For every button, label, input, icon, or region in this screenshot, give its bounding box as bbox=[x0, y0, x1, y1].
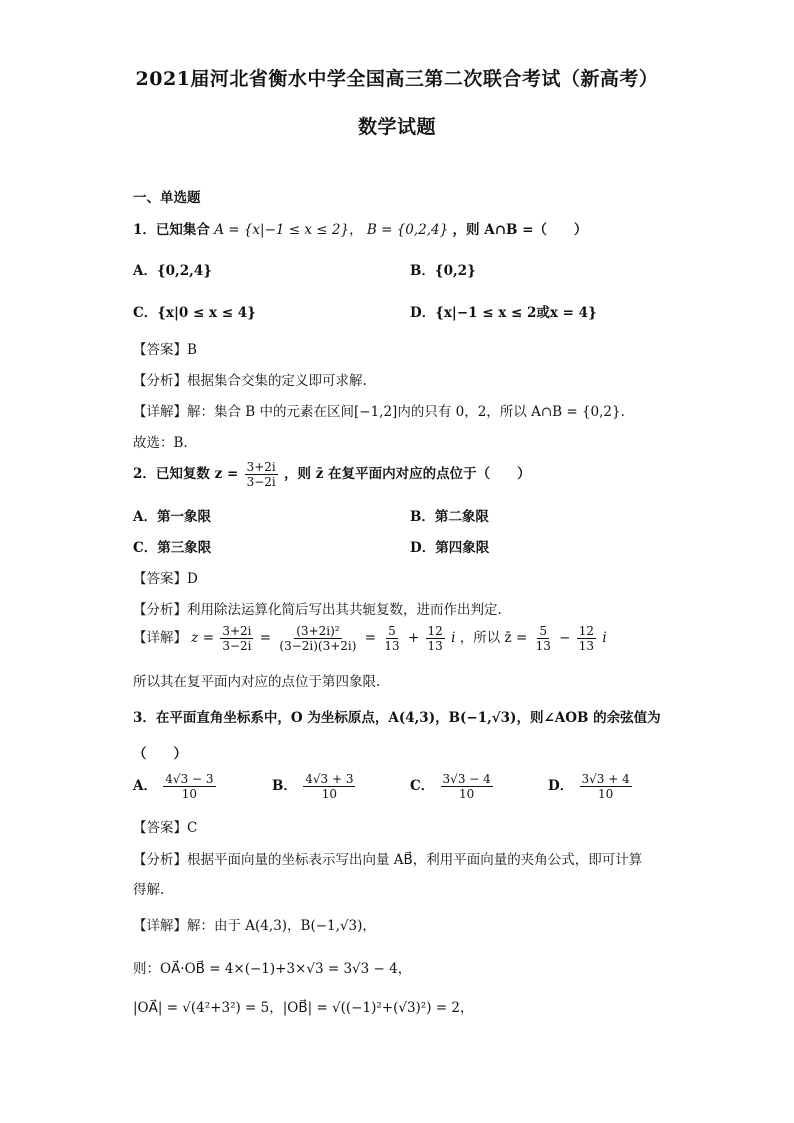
analysis-tag: 【分析】 bbox=[133, 852, 187, 868]
detail-tag: 【详解】 bbox=[133, 404, 187, 420]
analysis-tag: 【分析】 bbox=[133, 373, 187, 389]
plus-sign: + bbox=[407, 630, 420, 646]
frac-denominator: 10 bbox=[181, 787, 198, 801]
q2-fraction-numerator: 3+2i bbox=[246, 460, 276, 474]
q2-option-b: B．第二象限 bbox=[410, 509, 489, 525]
q3-option-d bbox=[548, 772, 634, 801]
q1-conclusion: 故选：B. bbox=[133, 435, 188, 451]
q2-so: ，所以 z̄ = bbox=[459, 630, 528, 646]
option-label: A． bbox=[133, 778, 157, 794]
answer-tag: 【答案】 bbox=[133, 571, 187, 587]
q1-set-b: B = {0,2,4} bbox=[366, 222, 449, 238]
q1-set-a: A = {x|−1 ≤ x ≤ 2} bbox=[214, 222, 350, 238]
imaginary-unit: i bbox=[602, 630, 607, 646]
q3-magnitudes: |OA⃗| = √(4²+3²) = 5，|OB⃗| = √((−1)²+(√3)²) = 2， bbox=[133, 1000, 474, 1016]
q1-option-a: A．{0,2,4} bbox=[133, 263, 212, 279]
q2-stem-post: ，则 z̄ 在复平面内对应的点位于（ ） bbox=[284, 466, 531, 482]
document-subtitle: 数学试题 bbox=[357, 116, 436, 138]
q2-option-a: A．第一象限 bbox=[133, 509, 211, 525]
frac-numerator: 5 bbox=[388, 624, 396, 638]
q3-analysis-cont: 得解. bbox=[133, 882, 165, 898]
option-label: D． bbox=[548, 778, 574, 794]
q2-stem bbox=[133, 460, 531, 489]
q3-answer-value: C bbox=[187, 820, 198, 836]
q2-stem-pre: 2．已知复数 z = bbox=[133, 466, 239, 482]
q1-option-c: C．{x|0 ≤ x ≤ 4} bbox=[133, 305, 256, 321]
frac-numerator: 5 bbox=[539, 624, 548, 638]
frac-denominator: 13 bbox=[535, 639, 551, 653]
q3-option-c bbox=[410, 772, 495, 801]
frac-numerator: 4√3 − 3 bbox=[165, 772, 214, 786]
q2-fraction bbox=[245, 460, 278, 489]
equals-sign: = bbox=[364, 630, 377, 646]
q1-answer-value: B bbox=[187, 342, 197, 358]
q3-option-d-frac bbox=[580, 772, 632, 801]
q2-answer bbox=[133, 567, 198, 587]
q3-option-a bbox=[133, 772, 218, 801]
answer-tag: 【答案】 bbox=[133, 820, 187, 836]
equals-sign: = bbox=[259, 630, 272, 646]
q3-paren: （ ） bbox=[133, 746, 187, 762]
q1-option-b: B．{0,2} bbox=[410, 263, 476, 279]
q1-ask: ，则 A∩B =（ ） bbox=[452, 222, 588, 238]
q1-stem: 1．已知集合 A = {x|−1 ≤ x ≤ 2}， B = {0,2,4} ，则 A∩B =（ ） bbox=[133, 222, 588, 238]
q3-answer bbox=[133, 816, 197, 836]
q3-stem: 3．在平面直角坐标系中，O 为坐标原点，A(4,3)，B(−1,√3)，则∠AOB 的余弦值为 bbox=[133, 710, 661, 726]
frac-numerator: 12 bbox=[578, 624, 595, 638]
frac-numerator: 3√3 + 4 bbox=[581, 772, 630, 786]
q2-detail bbox=[133, 624, 607, 653]
q3-dot-product: 则：OA⃗·OB⃗ = 4×(−1)+3×√3 = 3√3 − 4， bbox=[133, 961, 412, 977]
option-label: C． bbox=[410, 778, 435, 794]
q2-detail-frac-2 bbox=[277, 624, 358, 653]
q3-option-b bbox=[272, 772, 357, 801]
q2-analysis bbox=[133, 598, 502, 618]
q2-fraction-denominator: 3−2i bbox=[246, 475, 276, 489]
q3-detail-text: 解：由于 A(4,3)，B(−1,√3)， bbox=[187, 918, 376, 934]
answer-tag: 【答案】 bbox=[133, 342, 187, 358]
q3-detail bbox=[133, 914, 376, 934]
document-title: 2021届河北省衡水中学全国高三第二次联合考试（新高考） bbox=[135, 68, 659, 90]
option-label: B． bbox=[272, 778, 297, 794]
q2-detail-frac-6 bbox=[577, 624, 596, 653]
q1-analysis-text: 根据集合交集的定义即可求解. bbox=[187, 373, 367, 389]
detail-tag: 【详解】 bbox=[133, 630, 187, 646]
section-heading: 一、单选题 bbox=[133, 190, 201, 206]
q3-analysis-text: 根据平面向量的坐标表示写出向量 AB⃗，利用平面向量的夹角公式，即可计算 bbox=[187, 852, 643, 868]
q2-z: z = bbox=[191, 630, 215, 646]
frac-numerator: 12 bbox=[427, 624, 443, 638]
q2-conclusion: 所以其在复平面内对应的点位于第四象限. bbox=[133, 674, 381, 690]
frac-numerator: 3+2i bbox=[222, 624, 252, 638]
frac-denominator: 13 bbox=[578, 639, 595, 653]
q2-detail-frac-5 bbox=[534, 624, 553, 653]
frac-denominator: (3−2i)(3+2i) bbox=[279, 639, 357, 653]
frac-denominator: 13 bbox=[427, 639, 443, 653]
q1-answer bbox=[133, 338, 197, 358]
detail-tag: 【详解】 bbox=[133, 918, 187, 934]
frac-denominator: 3−2i bbox=[222, 639, 252, 653]
q2-detail-frac-1 bbox=[220, 624, 253, 653]
q2-detail-frac-3 bbox=[382, 624, 401, 653]
frac-denominator: 13 bbox=[384, 639, 400, 653]
q3-option-c-frac bbox=[441, 772, 493, 801]
minus-sign: − bbox=[559, 630, 571, 646]
frac-denominator: 10 bbox=[321, 787, 337, 801]
q3-analysis bbox=[133, 848, 642, 868]
q1-detail bbox=[133, 400, 625, 420]
frac-denominator: 10 bbox=[597, 787, 614, 801]
q3-option-a-frac bbox=[163, 772, 215, 801]
analysis-tag: 【分析】 bbox=[133, 602, 187, 618]
q2-detail-frac-4 bbox=[426, 624, 445, 653]
imaginary-unit: i bbox=[451, 630, 456, 646]
q1-detail-text: 解：集合 B 中的元素在区间[−1,2]内的只有 0，2，所以 A∩B = {0,2}. bbox=[187, 404, 625, 420]
frac-numerator: 4√3 + 3 bbox=[305, 772, 354, 786]
q3-option-b-frac bbox=[303, 772, 355, 801]
q1-stem-text: 1．已知集合 bbox=[133, 222, 210, 238]
q1-analysis bbox=[133, 369, 367, 389]
frac-numerator: 3√3 − 4 bbox=[442, 772, 491, 786]
q1-option-d: D．{x|−1 ≤ x ≤ 2或x = 4} bbox=[410, 305, 597, 321]
frac-numerator: (3+2i)² bbox=[296, 624, 340, 638]
q2-analysis-text: 利用除法运算化简后写出其共轭复数，进而作出判定. bbox=[187, 602, 502, 618]
frac-denominator: 10 bbox=[459, 787, 475, 801]
q2-option-d: D．第四象限 bbox=[410, 540, 490, 556]
q2-answer-value: D bbox=[187, 571, 198, 587]
q2-option-c: C．第三象限 bbox=[133, 540, 212, 556]
